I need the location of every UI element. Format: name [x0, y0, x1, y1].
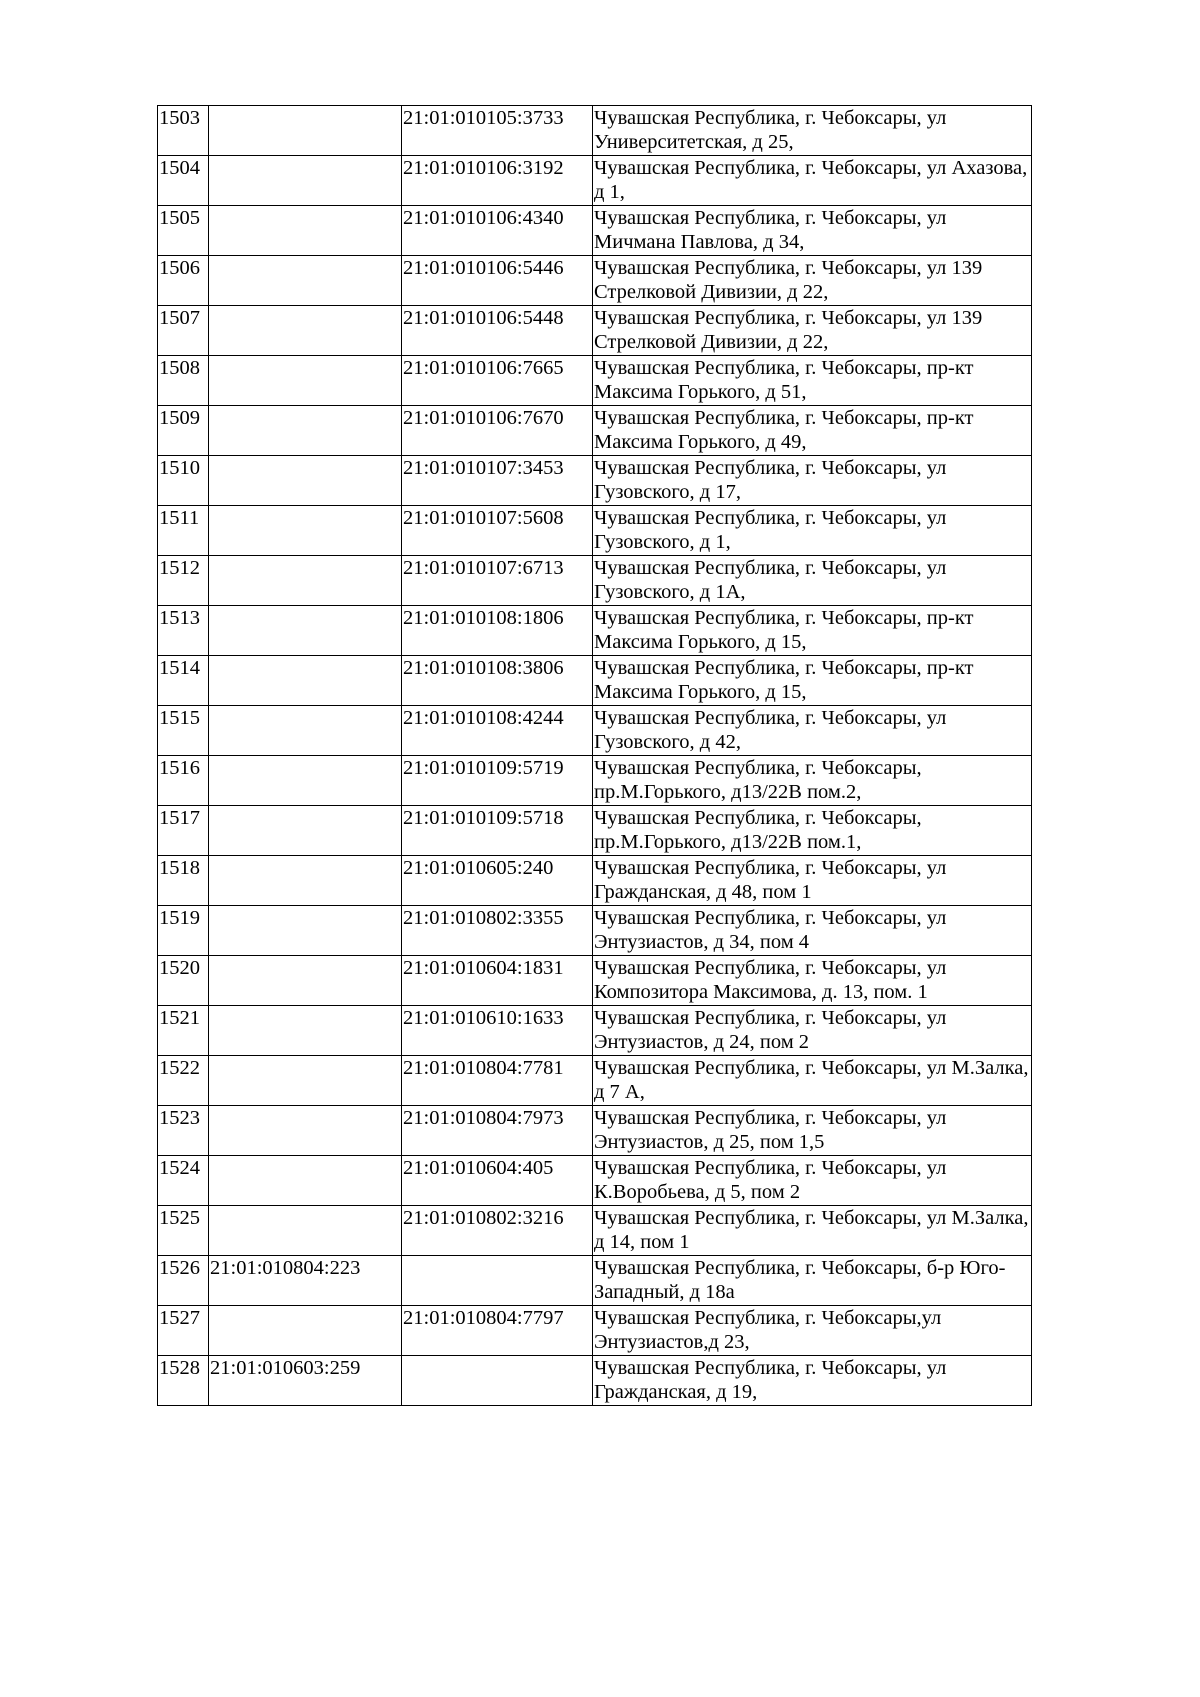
table-row: [158, 106, 1032, 156]
cadastral-number-2-cell: 21:01:010106:5448: [402, 306, 593, 356]
cadastral-number-1-cell: [209, 656, 402, 706]
table-row: [158, 1256, 1032, 1306]
cadastral-number-1-cell: [209, 556, 402, 606]
cadastral-number-2-cell: 21:01:010108:4244: [402, 706, 593, 756]
address-cell: Чувашская Республика, г. Чебоксары,ул Энтузиастов,д 23,: [593, 1306, 1032, 1356]
address-cell: Чувашская Республика, г. Чебоксары, ул Университетская, д 25,: [593, 106, 1032, 156]
row-number-cell: 1505: [158, 206, 209, 256]
address-cell: Чувашская Республика, г. Чебоксары, ул Гузовского, д 1,: [593, 506, 1032, 556]
row-number-cell: 1512: [158, 556, 209, 606]
cadastral-number-1-cell: 21:01:010603:259: [209, 1356, 402, 1406]
row-number-cell: 1510: [158, 456, 209, 506]
cadastral-number-1-cell: [209, 306, 402, 356]
cadastral-number-1-cell: 21:01:010804:223: [209, 1256, 402, 1306]
row-number-cell: 1508: [158, 356, 209, 406]
table-row: [158, 906, 1032, 956]
cadastral-number-2-cell: 21:01:010109:5719: [402, 756, 593, 806]
row-number-cell: 1513: [158, 606, 209, 656]
cadastral-number-2-cell: 21:01:010107:3453: [402, 456, 593, 506]
table-row: [158, 1056, 1032, 1106]
row-number-cell: 1511: [158, 506, 209, 556]
row-number-cell: 1520: [158, 956, 209, 1006]
cadastral-number-2-cell: 21:01:010804:7797: [402, 1306, 593, 1356]
cadastral-number-1-cell: [209, 406, 402, 456]
table-row: [158, 756, 1032, 806]
table-row: [158, 456, 1032, 506]
table-row: [158, 1006, 1032, 1056]
cadastral-number-2-cell: 21:01:010109:5718: [402, 806, 593, 856]
address-cell: Чувашская Республика, г. Чебоксары, ул Энтузиастов, д 25, пом 1,5: [593, 1106, 1032, 1156]
address-cell: Чувашская Республика, г. Чебоксары, ул М.Залка, д 14, пом 1: [593, 1206, 1032, 1256]
address-cell: Чувашская Республика, г. Чебоксары, пр.М.Горького, д13/22В пом.2,: [593, 756, 1032, 806]
cadastral-number-2-cell: 21:01:010106:4340: [402, 206, 593, 256]
address-cell: Чувашская Республика, г. Чебоксары, ул М.Залка, д 7 А,: [593, 1056, 1032, 1106]
cadastral-number-2-cell: 21:01:010108:3806: [402, 656, 593, 706]
cadastral-number-2-cell: 21:01:010106:7670: [402, 406, 593, 456]
cadastral-number-1-cell: [209, 106, 402, 156]
row-number-cell: 1504: [158, 156, 209, 206]
table-row: [158, 656, 1032, 706]
table-row: [158, 1106, 1032, 1156]
table-row: [158, 256, 1032, 306]
cadastral-number-2-cell: 21:01:010107:6713: [402, 556, 593, 606]
document-page: [157, 105, 1031, 1406]
cadastral-number-1-cell: [209, 756, 402, 806]
cadastral-number-1-cell: [209, 1156, 402, 1206]
property-table: [157, 105, 1032, 1406]
address-cell: Чувашская Республика, г. Чебоксары, ул Ахазова, д 1,: [593, 156, 1032, 206]
cadastral-number-1-cell: [209, 206, 402, 256]
cadastral-number-2-cell: 21:01:010802:3355: [402, 906, 593, 956]
row-number-cell: 1527: [158, 1306, 209, 1356]
cadastral-number-2-cell: 21:01:010605:240: [402, 856, 593, 906]
cadastral-number-2-cell: 21:01:010604:1831: [402, 956, 593, 1006]
cadastral-number-1-cell: [209, 606, 402, 656]
cadastral-number-2-cell: 21:01:010108:1806: [402, 606, 593, 656]
cadastral-number-2-cell: [402, 1256, 593, 1306]
cadastral-number-1-cell: [209, 706, 402, 756]
cadastral-number-2-cell: 21:01:010107:5608: [402, 506, 593, 556]
row-number-cell: 1524: [158, 1156, 209, 1206]
address-cell: Чувашская Республика, г. Чебоксары, пр-кт Максима Горького, д 15,: [593, 656, 1032, 706]
table-row: [158, 806, 1032, 856]
address-cell: Чувашская Республика, г. Чебоксары, ул 139 Стрелковой Дивизии, д 22,: [593, 306, 1032, 356]
address-cell: Чувашская Республика, г. Чебоксары, ул Мичмана Павлова, д 34,: [593, 206, 1032, 256]
cadastral-number-2-cell: 21:01:010610:1633: [402, 1006, 593, 1056]
table-row: [158, 356, 1032, 406]
cadastral-number-2-cell: 21:01:010604:405: [402, 1156, 593, 1206]
table-row: [158, 1206, 1032, 1256]
cadastral-number-2-cell: 21:01:010802:3216: [402, 1206, 593, 1256]
row-number-cell: 1507: [158, 306, 209, 356]
address-cell: Чувашская Республика, г. Чебоксары, ул Гузовского, д 1А,: [593, 556, 1032, 606]
cadastral-number-2-cell: 21:01:010804:7781: [402, 1056, 593, 1106]
table-row: [158, 506, 1032, 556]
cadastral-number-1-cell: [209, 356, 402, 406]
row-number-cell: 1509: [158, 406, 209, 456]
cadastral-number-1-cell: [209, 456, 402, 506]
row-number-cell: 1525: [158, 1206, 209, 1256]
table-row: [158, 706, 1032, 756]
row-number-cell: 1518: [158, 856, 209, 906]
row-number-cell: 1526: [158, 1256, 209, 1306]
table-row: [158, 956, 1032, 1006]
cadastral-number-1-cell: [209, 906, 402, 956]
table-row: [158, 556, 1032, 606]
table-row: [158, 206, 1032, 256]
cadastral-number-1-cell: [209, 1106, 402, 1156]
table-row: [158, 406, 1032, 456]
table-body: [158, 106, 1032, 1406]
row-number-cell: 1528: [158, 1356, 209, 1406]
row-number-cell: 1523: [158, 1106, 209, 1156]
cadastral-number-1-cell: [209, 506, 402, 556]
cadastral-number-2-cell: 21:01:010804:7973: [402, 1106, 593, 1156]
row-number-cell: 1506: [158, 256, 209, 306]
address-cell: Чувашская Республика, г. Чебоксары, ул К.Воробьева, д 5, пом 2: [593, 1156, 1032, 1206]
cadastral-number-1-cell: [209, 806, 402, 856]
cadastral-number-1-cell: [209, 956, 402, 1006]
table-row: [158, 1306, 1032, 1356]
table-row: [158, 306, 1032, 356]
row-number-cell: 1503: [158, 106, 209, 156]
cadastral-number-1-cell: [209, 1206, 402, 1256]
row-number-cell: 1514: [158, 656, 209, 706]
address-cell: Чувашская Республика, г. Чебоксары, ул Гражданская, д 19,: [593, 1356, 1032, 1406]
address-cell: Чувашская Республика, г. Чебоксары, пр-кт Максима Горького, д 51,: [593, 356, 1032, 406]
row-number-cell: 1522: [158, 1056, 209, 1106]
row-number-cell: 1519: [158, 906, 209, 956]
cadastral-number-2-cell: 21:01:010106:7665: [402, 356, 593, 406]
address-cell: Чувашская Республика, г. Чебоксары, ул Композитора Максимова, д. 13, пом. 1: [593, 956, 1032, 1006]
row-number-cell: 1517: [158, 806, 209, 856]
table-row: [158, 856, 1032, 906]
table-row: [158, 1156, 1032, 1206]
cadastral-number-1-cell: [209, 1056, 402, 1106]
address-cell: Чувашская Республика, г. Чебоксары, пр-кт Максима Горького, д 49,: [593, 406, 1032, 456]
address-cell: Чувашская Республика, г. Чебоксары, ул 139 Стрелковой Дивизии, д 22,: [593, 256, 1032, 306]
cadastral-number-2-cell: 21:01:010106:3192: [402, 156, 593, 206]
table-row: [158, 1356, 1032, 1406]
address-cell: Чувашская Республика, г. Чебоксары, б-р Юго-Западный, д 18а: [593, 1256, 1032, 1306]
cadastral-number-1-cell: [209, 1006, 402, 1056]
address-cell: Чувашская Республика, г. Чебоксары, ул Энтузиастов, д 34, пом 4: [593, 906, 1032, 956]
address-cell: Чувашская Республика, г. Чебоксары, ул Гражданская, д 48, пом 1: [593, 856, 1032, 906]
cadastral-number-1-cell: [209, 856, 402, 906]
address-cell: Чувашская Республика, г. Чебоксары, пр-кт Максима Горького, д 15,: [593, 606, 1032, 656]
row-number-cell: 1515: [158, 706, 209, 756]
cadastral-number-2-cell: 21:01:010105:3733: [402, 106, 593, 156]
table-row: [158, 606, 1032, 656]
address-cell: Чувашская Республика, г. Чебоксары, ул Гузовского, д 17,: [593, 456, 1032, 506]
cadastral-number-1-cell: [209, 256, 402, 306]
cadastral-number-2-cell: 21:01:010106:5446: [402, 256, 593, 306]
address-cell: Чувашская Республика, г. Чебоксары, ул Гузовского, д 42,: [593, 706, 1032, 756]
address-cell: Чувашская Республика, г. Чебоксары, ул Энтузиастов, д 24, пом 2: [593, 1006, 1032, 1056]
address-cell: Чувашская Республика, г. Чебоксары, пр.М.Горького, д13/22В пом.1,: [593, 806, 1032, 856]
row-number-cell: 1521: [158, 1006, 209, 1056]
table-row: [158, 156, 1032, 206]
cadastral-number-1-cell: [209, 156, 402, 206]
row-number-cell: 1516: [158, 756, 209, 806]
cadastral-number-1-cell: [209, 1306, 402, 1356]
cadastral-number-2-cell: [402, 1356, 593, 1406]
